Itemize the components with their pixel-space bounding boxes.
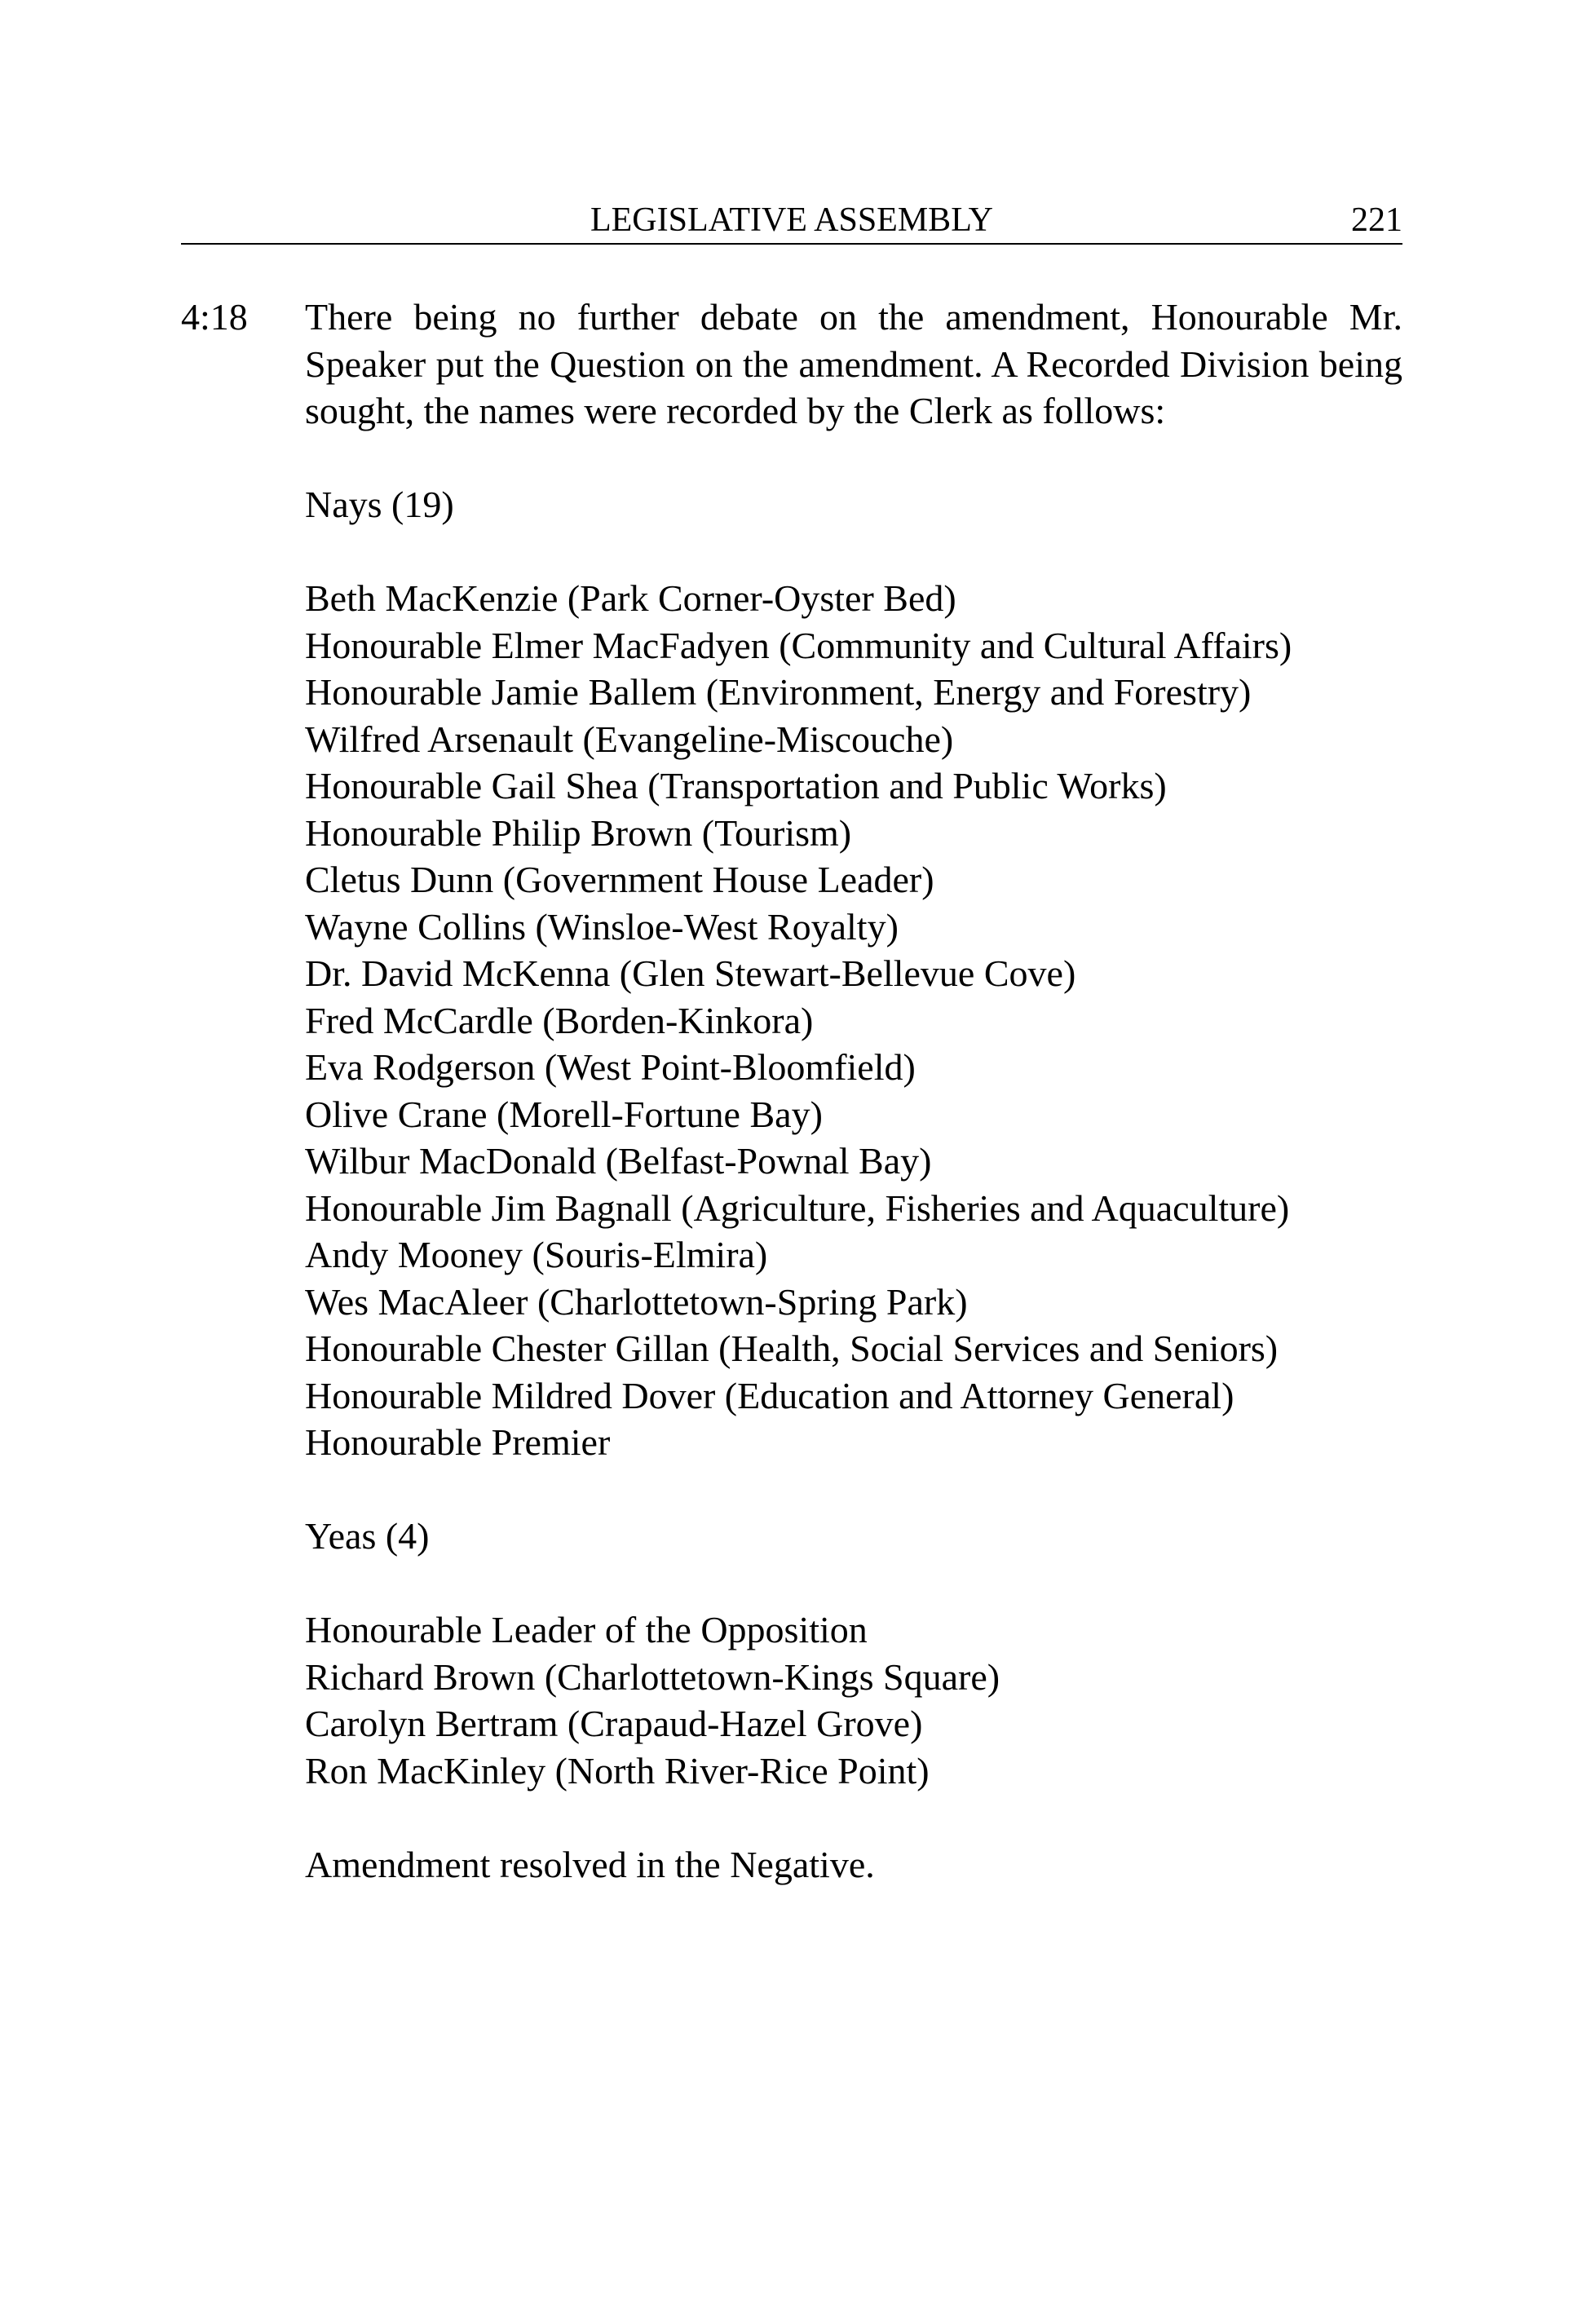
nay-member: Honourable Philip Brown (Tourism): [305, 811, 852, 854]
spacer: [305, 528, 1402, 576]
nay-member: Beth MacKenzie (Park Corner-Oyster Bed): [305, 577, 956, 619]
nay-member: Wes MacAleer (Charlottetown-Spring Park): [305, 1280, 968, 1323]
entry-body: [305, 294, 1402, 1888]
nay-member: Eva Rodgerson (West Point-Bloomfield): [305, 1046, 916, 1088]
entry-time: 4:18: [181, 296, 248, 338]
nay-member: Honourable Gail Shea (Transportation and Public Works): [305, 765, 1167, 806]
nays-list: [305, 575, 1402, 1466]
yeas-heading: Yeas (4): [305, 1515, 430, 1557]
nay-member: Honourable Jim Bagnall (Agriculture, Fisheries and Aquaculture): [305, 1186, 1290, 1229]
nay-member: Honourable Jamie Ballem (Environment, Energy and Forestry): [305, 671, 1252, 713]
result-line: Amendment resolved in the Negative.: [305, 1843, 875, 1885]
nay-member: Wilbur MacDonald (Belfast-Pownal Bay): [305, 1140, 932, 1182]
nay-member: Olive Crane (Morell-Fortune Bay): [305, 1093, 823, 1135]
nay-member: Wayne Collins (Winsloe-West Royalty): [305, 905, 899, 948]
nay-member: Fred McCardle (Borden-Kinkora): [305, 999, 814, 1041]
spacer: [305, 435, 1402, 482]
nay-member: Honourable Elmer MacFadyen (Community and Cultural Affairs): [305, 624, 1292, 666]
running-header: [181, 197, 1402, 245]
spacer: [305, 1794, 1402, 1841]
nay-member: Andy Mooney (Souris-Elmira): [305, 1234, 768, 1275]
nay-member: Honourable Premier: [305, 1421, 611, 1463]
nays-heading: Nays (19): [305, 484, 454, 525]
header-title: LEGISLATIVE ASSEMBLY: [590, 201, 993, 239]
nay-member: Wilfred Arsenault (Evangeline-Miscouche): [305, 718, 954, 760]
yea-member: Carolyn Bertram (Crapaud-Hazel Grove): [305, 1703, 923, 1744]
yea-member: Ron MacKinley (North River-Rice Point): [305, 1749, 930, 1792]
nay-member: Dr. David McKenna (Glen Stewart-Bellevue Cove): [305, 952, 1076, 994]
intro-paragraph: There being no further debate on the amendment, Honourable Mr. Speaker put the Question on the amendment. A Recorded Division being sought, the names were recorded by the Clerk as follows:: [305, 296, 1402, 431]
nay-member: Honourable Mildred Dover (Education and Attorney General): [305, 1374, 1234, 1416]
yea-member: Richard Brown (Charlottetown-Kings Square): [305, 1655, 1000, 1698]
yea-member: Honourable Leader of the Opposition: [305, 1609, 868, 1650]
nay-member: Honourable Chester Gillan (Health, Social Services and Seniors): [305, 1328, 1279, 1369]
nay-member: Cletus Dunn (Government House Leader): [305, 859, 934, 900]
page-number: 221: [1351, 201, 1402, 239]
yeas-list: [305, 1606, 1402, 1794]
spacer: [305, 1560, 1402, 1607]
spacer: [305, 1466, 1402, 1513]
